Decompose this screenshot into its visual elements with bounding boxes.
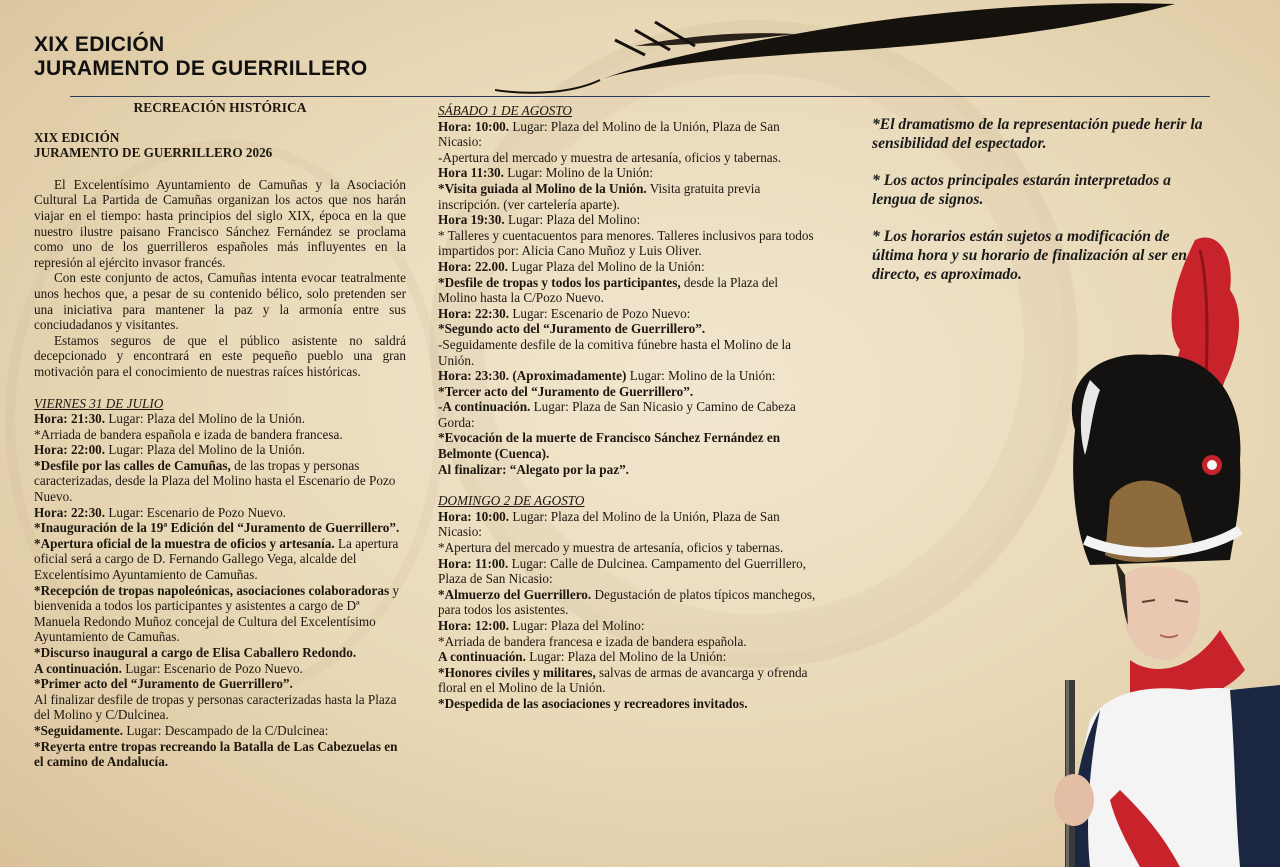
event-entry: A continuación. Lugar: Plaza del Molino de la Unión:: [438, 649, 727, 665]
event-detail: *Almuerzo del Guerrillero. Degustación de platos típicos manchegos, para todos los asistentes.: [438, 586, 816, 618]
intro-paragraph-1: El Excelentísimo Ayuntamiento de Camuñas y la Asociación Cultural La Partida de Camuñas organizan los actos que nos harán viajar en el tiempo: hasta principios del siglo XIX, época en la que nuestro ilustre paisano Francisco Sánchez Fernández se proclama como uno de los guerrilleros españoles más influyentes en la represión al ejército invasor francés.: [34, 176, 406, 270]
event-entry: Hora: 12:00. Lugar: Plaza del Molino:: [438, 618, 645, 633]
event-detail: *Apertura oficial de la muestra de oficios y artesanía. La apertura oficial será a cargo de D. Fernando Gallego Vega, alcalde del Excelentísimo Ayuntamiento de Camuñas.: [34, 535, 399, 583]
event-detail: -Apertura del mercado y muestra de artesanía, oficios y tabernas.: [438, 149, 782, 165]
event-detail: *Primer acto del “Juramento de Guerrillero”.: [34, 676, 293, 692]
day-heading-friday: VIERNES 31 DE JULIO: [34, 395, 164, 411]
event-entry: -A continuación. Lugar: Plaza de San Nicasio y Camino de Cabeza Gorda:: [438, 399, 796, 430]
event-detail: *Desfile de tropas y todos los participantes, desde la Plaza del Molino hasta la C/Pozo Nuevo.: [438, 274, 779, 306]
event-detail: Al finalizar: “Alegato por la paz”.: [438, 461, 629, 477]
event-entry: Hora: 10:00. Lugar: Plaza del Molino de la Unión, Plaza de San Nicasio:: [438, 508, 780, 540]
event-detail: -Seguidamente desfile de la comitiva fúnebre hasta el Molino de la Unión.: [438, 336, 792, 368]
event-entry: Hora 19:30. Lugar: Plaza del Molino:: [438, 212, 641, 228]
note-sensitivity: *El dramatismo de la representación puede herir la sensibilidad del espectador.: [872, 116, 1203, 152]
event-detail: *Discurso inaugural a cargo de Elisa Caballero Redondo.: [34, 645, 357, 660]
event-detail: *Inauguración de la 19ª Edición del “Juramento de Guerrillero”.: [34, 520, 400, 536]
event-detail: *Apertura del mercado y muestra de artesanía, oficios y tabernas.: [438, 540, 784, 556]
note-sign-language: * Los actos principales estarán interpretados a lengua de signos.: [872, 172, 1171, 208]
note-schedule-changes: * Los horarios están sujetos a modificación de última hora y su horario de finalización al ser en directo, es aproximado.: [872, 228, 1187, 283]
event-detail: *Segundo acto del “Juramento de Guerrillero”.: [438, 321, 706, 337]
event-entry: Hora: 22:00. Lugar: Plaza del Molino de la Unión.: [34, 442, 306, 458]
event-entry: Hora: 21:30. Lugar: Plaza del Molino de la Unión.: [34, 411, 306, 427]
intro-title: XIX EDICIÓN JURAMENTO DE GUERRILLERO 2026: [34, 129, 273, 161]
event-entry: Hora: 22.00. Lugar Plaza del Molino de la Unión:: [438, 258, 705, 274]
quill-pen-icon: [495, 0, 1185, 100]
event-detail: *Arriada de bandera española e izada de bandera francesa.: [34, 426, 343, 442]
event-entry: Hora: 10:00. Lugar: Plaza del Molino de la Unión, Plaza de San Nicasio:: [438, 118, 780, 150]
schedule-column: [438, 103, 820, 712]
header-divider: [70, 96, 1210, 97]
event-entry: Hora: 11:00. Lugar: Calle de Dulcinea. Campamento del Guerrillero, Plaza de San Nicasio:: [438, 555, 807, 587]
event-entry: A continuación. Lugar: Escenario de Pozo Nuevo.: [34, 660, 303, 676]
event-detail: *Tercer acto del “Juramento de Guerrillero”.: [438, 383, 694, 399]
event-detail: *Reyerta entre tropas recreando la Batalla de Las Cabezuelas en el camino de Andalucía.: [34, 738, 398, 770]
event-entry: Hora: 22:30. Lugar: Escenario de Pozo Nuevo:: [438, 305, 691, 321]
event-detail: *Visita guiada al Molino de la Unión. Visita gratuita previa inscripción. (ver cartelería aparte).: [438, 180, 761, 212]
event-entry: *Seguidamente. Lugar: Descampado de la C/Dulcinea:: [34, 722, 329, 738]
event-detail: *Desfile por las calles de Camuñas, de las tropas y personas caracterizadas, desde la Plaza del Molino hasta el Escenario de Pozo Nuevo.: [34, 457, 396, 505]
event-detail: * Talleres y cuentacuentos para menores. Talleres inclusivos para todos impartidos por: Alicia Cano Muñoz y Luis Oliver.: [438, 227, 814, 259]
event-detail: *Recepción de tropas napoleónicas, asociaciones colaboradoras y bienvenida a todos los participantes y asistentes a cargo de Dª Manuela Redondo Muñoz concejal de Cultura del Excelentísimo Ayuntamiento de Camuñas.: [34, 582, 399, 645]
event-detail: *Despedida de las asociaciones y recreadores invitados.: [438, 695, 748, 711]
day-heading-sunday: DOMINGO 2 DE AGOSTO: [438, 493, 585, 509]
intro-column: [34, 100, 406, 770]
event-entry: Hora: 23:30. (Aproximadamente) Lugar: Molino de la Unión:: [438, 368, 776, 384]
event-entry: Hora: 22:30. Lugar: Escenario de Pozo Nuevo.: [34, 504, 286, 520]
event-entry: Hora 11:30. Lugar: Molino de la Unión:: [438, 165, 654, 181]
section-subtitle: RECREACIÓN HISTÓRICA: [133, 100, 307, 115]
day-heading-saturday: SÁBADO 1 DE AGOSTO: [438, 103, 572, 118]
event-detail: Al finalizar desfile de tropas y personas caracterizadas hasta la Plaza del Molino y C/Dulcinea.: [34, 691, 397, 723]
event-detail: *Honores civiles y militares, salvas de armas de avancarga y ofrenda floral en el Molino de la Unión.: [438, 664, 808, 696]
title-line-1: XIX EDICIÓN: [34, 33, 165, 56]
intro-paragraph-2: Con este conjunto de actos, Camuñas intenta evocar teatralmente unos hechos que, a pesar de su contenido bélico, solo pretenden ser una iniciativa para mantener la paz y la armonía entre sus conciudadanos y visitantes.: [34, 270, 406, 333]
event-detail: *Arriada de bandera francesa e izada de bandera española.: [438, 633, 747, 649]
title-line-2: JURAMENTO DE GUERRILLERO: [34, 57, 368, 80]
grenadier-soldier-illustration: [1030, 230, 1280, 867]
event-detail: *Evocación de la muerte de Francisco Sánchez Fernández en Belmonte (Cuenca).: [438, 430, 781, 462]
intro-paragraph-3: Estamos seguros de que el público asistente no saldrá decepcionado y encontrará en este pequeño pueblo una gran motivación para el conocimiento de nuestras raíces históricas.: [34, 332, 406, 379]
page-title: [34, 33, 368, 81]
